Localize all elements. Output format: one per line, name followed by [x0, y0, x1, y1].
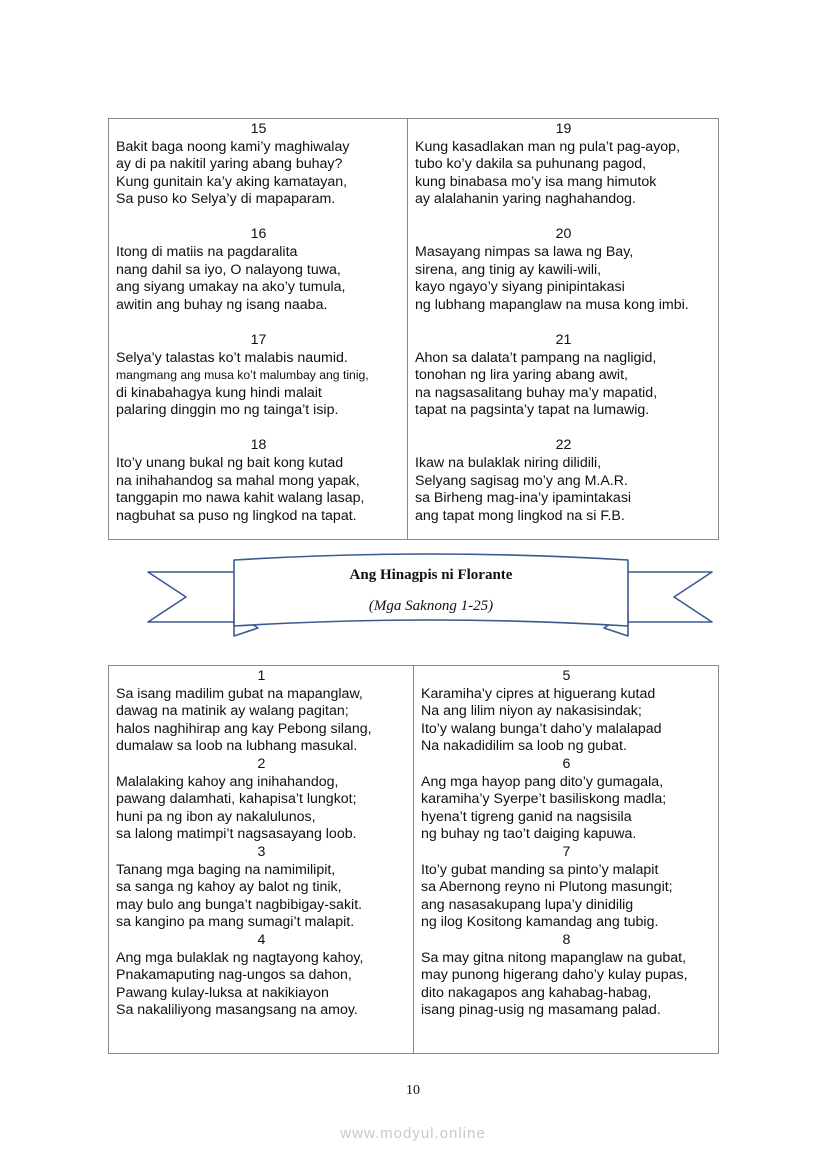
verse-line: Ahon sa dalata’t pampang na nagligid,: [415, 349, 657, 366]
top-stanza-table: [108, 118, 719, 540]
verse-line: sa kangino pa mang sumagi’t malapit.: [116, 914, 355, 931]
verse-line: kung binabasa mo’y isa mang himutok: [415, 173, 657, 190]
verse-line: Ang mga bulaklak ng nagtayong kahoy,: [116, 949, 364, 966]
verse-line: palaring dinggin mo ng tainga’t isip.: [116, 402, 339, 419]
stanza-number: 6: [562, 755, 571, 772]
verse-line: Kung kasadlakan man ng pula’t pag-ayop,: [415, 138, 681, 155]
verse-line: Ito’y unang bukal ng bait kong kutad: [116, 455, 344, 471]
verse-line: tubo ko’y dakila sa puhunang pagod,: [415, 156, 647, 173]
verse-line: Ang mga hayop pang dito’y gumagala,: [421, 773, 664, 790]
stanza-number: 20: [555, 226, 572, 243]
verse-line: halos naghihirap ang kay Pebong silang,: [116, 720, 372, 737]
verse-line: Ito’y gubat manding sa pinto’y malapit: [421, 861, 659, 878]
verse-line: na inihahandog sa mahal mong yapak,: [116, 472, 360, 489]
verse-line: may punong higerang daho’y kulay pupas,: [421, 967, 688, 984]
stanza-number: 7: [562, 843, 571, 860]
stanza: [415, 121, 712, 209]
stanza: [421, 844, 712, 932]
stanza-number: 21: [555, 331, 572, 348]
verse-line: Malalaking kahoy ang inihahandog,: [116, 773, 339, 790]
verse-line: ng lubhang mapanglaw na musa kong imbi.: [415, 296, 689, 313]
stanza: [415, 332, 712, 420]
verse-line: ng buhay ng tao’t daiging kapuwa.: [421, 826, 637, 843]
stanza-number: 2: [257, 755, 266, 772]
stanza: [116, 437, 401, 525]
verse-line: Sa puso ko Selya’y di mapaparam.: [116, 191, 336, 208]
verse-line: sa lalong matimpi’t nagsasayang loob.: [116, 826, 357, 843]
stanza: [421, 756, 712, 844]
section-title: Ang Hinagpis ni Florante: [349, 567, 513, 583]
stanza: [116, 668, 407, 756]
ribbon-main-panel: [234, 554, 628, 626]
verse-line: mangmang ang musa ko’t malumbay ang tinig,: [116, 368, 369, 383]
verse-line: Masayang nimpas sa lawa ng Bay,: [415, 244, 634, 261]
page-number: 10: [406, 1083, 420, 1098]
stanza: [116, 844, 407, 932]
verse-line: sa Abernong reyno ni Plutong masungit;: [421, 879, 673, 896]
bottom-table-left-column: [109, 666, 414, 1053]
stanza-number: 4: [257, 931, 266, 948]
verse-line: karamiha’y Syerpe’t basiliskong madla;: [421, 791, 667, 808]
verse-line: dito nakagapos ang kahabag-habag,: [421, 984, 652, 1001]
bottom-stanza-table: [108, 665, 719, 1054]
stanza: [415, 437, 712, 525]
verse-line: Na ang lilim niyon ay nakasisindak;: [421, 703, 642, 720]
stanza-number: 17: [250, 331, 267, 348]
verse-line: dawag na matinik ay walang pagitan;: [116, 703, 349, 720]
stanza-number: 15: [250, 121, 267, 137]
verse-line: kayo ngayo’y siyang pinipintakasi: [415, 279, 625, 296]
verse-line: ang siyang umakay na ako’y tumula,: [116, 279, 346, 296]
watermark: www.modyul.online: [340, 1125, 486, 1142]
stanza: [415, 226, 712, 314]
stanza: [421, 668, 712, 756]
verse-line: tanggapin mo nawa kahit walang lasap,: [116, 490, 365, 507]
top-table-right-column: [408, 119, 718, 539]
verse-line: Bakit baga noong kami’y maghiwalay: [116, 138, 350, 155]
verse-line: tapat na pagsinta’y tapat na lumawig.: [415, 402, 650, 419]
verse-line: huni pa ng ibon ay nakalulunos,: [116, 808, 316, 825]
verse-line: nang dahil sa iyo, O nalayong tuwa,: [116, 261, 341, 278]
stanza-number: 8: [562, 931, 571, 948]
verse-line: sa Birheng mag-ina’y ipamintakasi: [415, 490, 632, 507]
verse-line: na nagsasalitang buhay ma’y mapatid,: [415, 384, 658, 401]
stanza-number: 3: [257, 843, 266, 860]
verse-line: Itong di matiis na pagdaralita: [116, 244, 298, 261]
verse-line: Pawang kulay-luksa at nakikiayon: [116, 984, 329, 1001]
verse-line: hyena’t tigreng ganid na nagsisila: [421, 808, 632, 825]
stanza: [116, 121, 401, 209]
stanza: [116, 332, 401, 420]
verse-line: sirena, ang tinig ay kawili-wili,: [415, 261, 602, 278]
verse-line: Pnakamaputing nag-ungos sa dahon,: [116, 967, 352, 984]
verse-line: Kung gunitain ka’y aking kamatayan,: [116, 173, 348, 190]
stanza-number: 1: [257, 668, 266, 684]
verse-line: isang pinag-usig ng masamang palad.: [421, 1002, 661, 1019]
stanza: [421, 932, 712, 1020]
verse-line: Karamiha’y cipres at higuerang kutad: [421, 685, 656, 702]
verse-line: di kinabahagya kung hindi malait: [116, 384, 322, 401]
verse-line: sa sanga ng kahoy ay balot ng tinik,: [116, 879, 342, 896]
verse-line: dumalaw sa loob na lubhang masukal.: [116, 738, 358, 755]
verse-line: Tanang mga baging na namimilipit,: [116, 861, 336, 878]
verse-line: tonohan ng lira yaring abang awit,: [415, 367, 628, 384]
stanza: [116, 756, 407, 844]
stanza: [116, 932, 407, 1020]
stanza-number: 19: [555, 121, 572, 137]
verse-line: awitin ang buhay ng isang naaba.: [116, 296, 328, 313]
verse-line: Selyang sagisag mo’y ang M.A.R.: [415, 472, 628, 489]
verse-line: Sa isang madilim gubat na mapanglaw,: [116, 685, 363, 702]
stanza-number: 18: [250, 437, 267, 454]
stanza: [116, 226, 401, 314]
section-subtitle: (Mga Saknong 1-25): [368, 598, 494, 614]
verse-line: Selya’y talastas ko’t malabis naumid.: [116, 349, 348, 366]
ribbon-left-tail: [148, 572, 240, 622]
stanza-number: 5: [562, 668, 571, 684]
verse-line: nagbuhat sa puso ng lingkod na tapat.: [116, 507, 357, 524]
verse-line: ang tapat mong lingkod na si F.B.: [415, 507, 625, 524]
stanza-number: 22: [555, 437, 572, 454]
verse-line: pawang dalamhati, kahapisa’t lungkot;: [116, 791, 357, 808]
verse-line: may bulo ang bunga’t nagbibigay-sakit.: [116, 896, 363, 913]
bottom-table-right-column: [414, 666, 718, 1053]
verse-line: Ikaw na bulaklak niring dilidili,: [415, 455, 602, 471]
verse-line: Sa may gitna nitong mapanglaw na gubat,: [421, 949, 687, 966]
ribbon-right-tail: [620, 572, 712, 622]
verse-line: Ito’y walang bunga’t daho’y malalapad: [421, 720, 662, 737]
verse-line: Sa nakaliliyong masangsang na amoy.: [116, 1002, 358, 1019]
stanza-number: 16: [250, 226, 267, 243]
verse-line: ay di pa nakitil yaring abang buhay?: [116, 156, 343, 173]
verse-line: ay alalahanin yaring naghahandog.: [415, 191, 636, 208]
verse-line: Na nakadidilim sa loob ng gubat.: [421, 738, 627, 755]
top-table-left-column: [109, 119, 408, 539]
ribbon-banner: [140, 552, 720, 652]
verse-line: ng ilog Kositong kamandag ang tubig.: [421, 914, 659, 931]
verse-line: ang nasasakupang lupa’y dinidilig: [421, 896, 634, 913]
